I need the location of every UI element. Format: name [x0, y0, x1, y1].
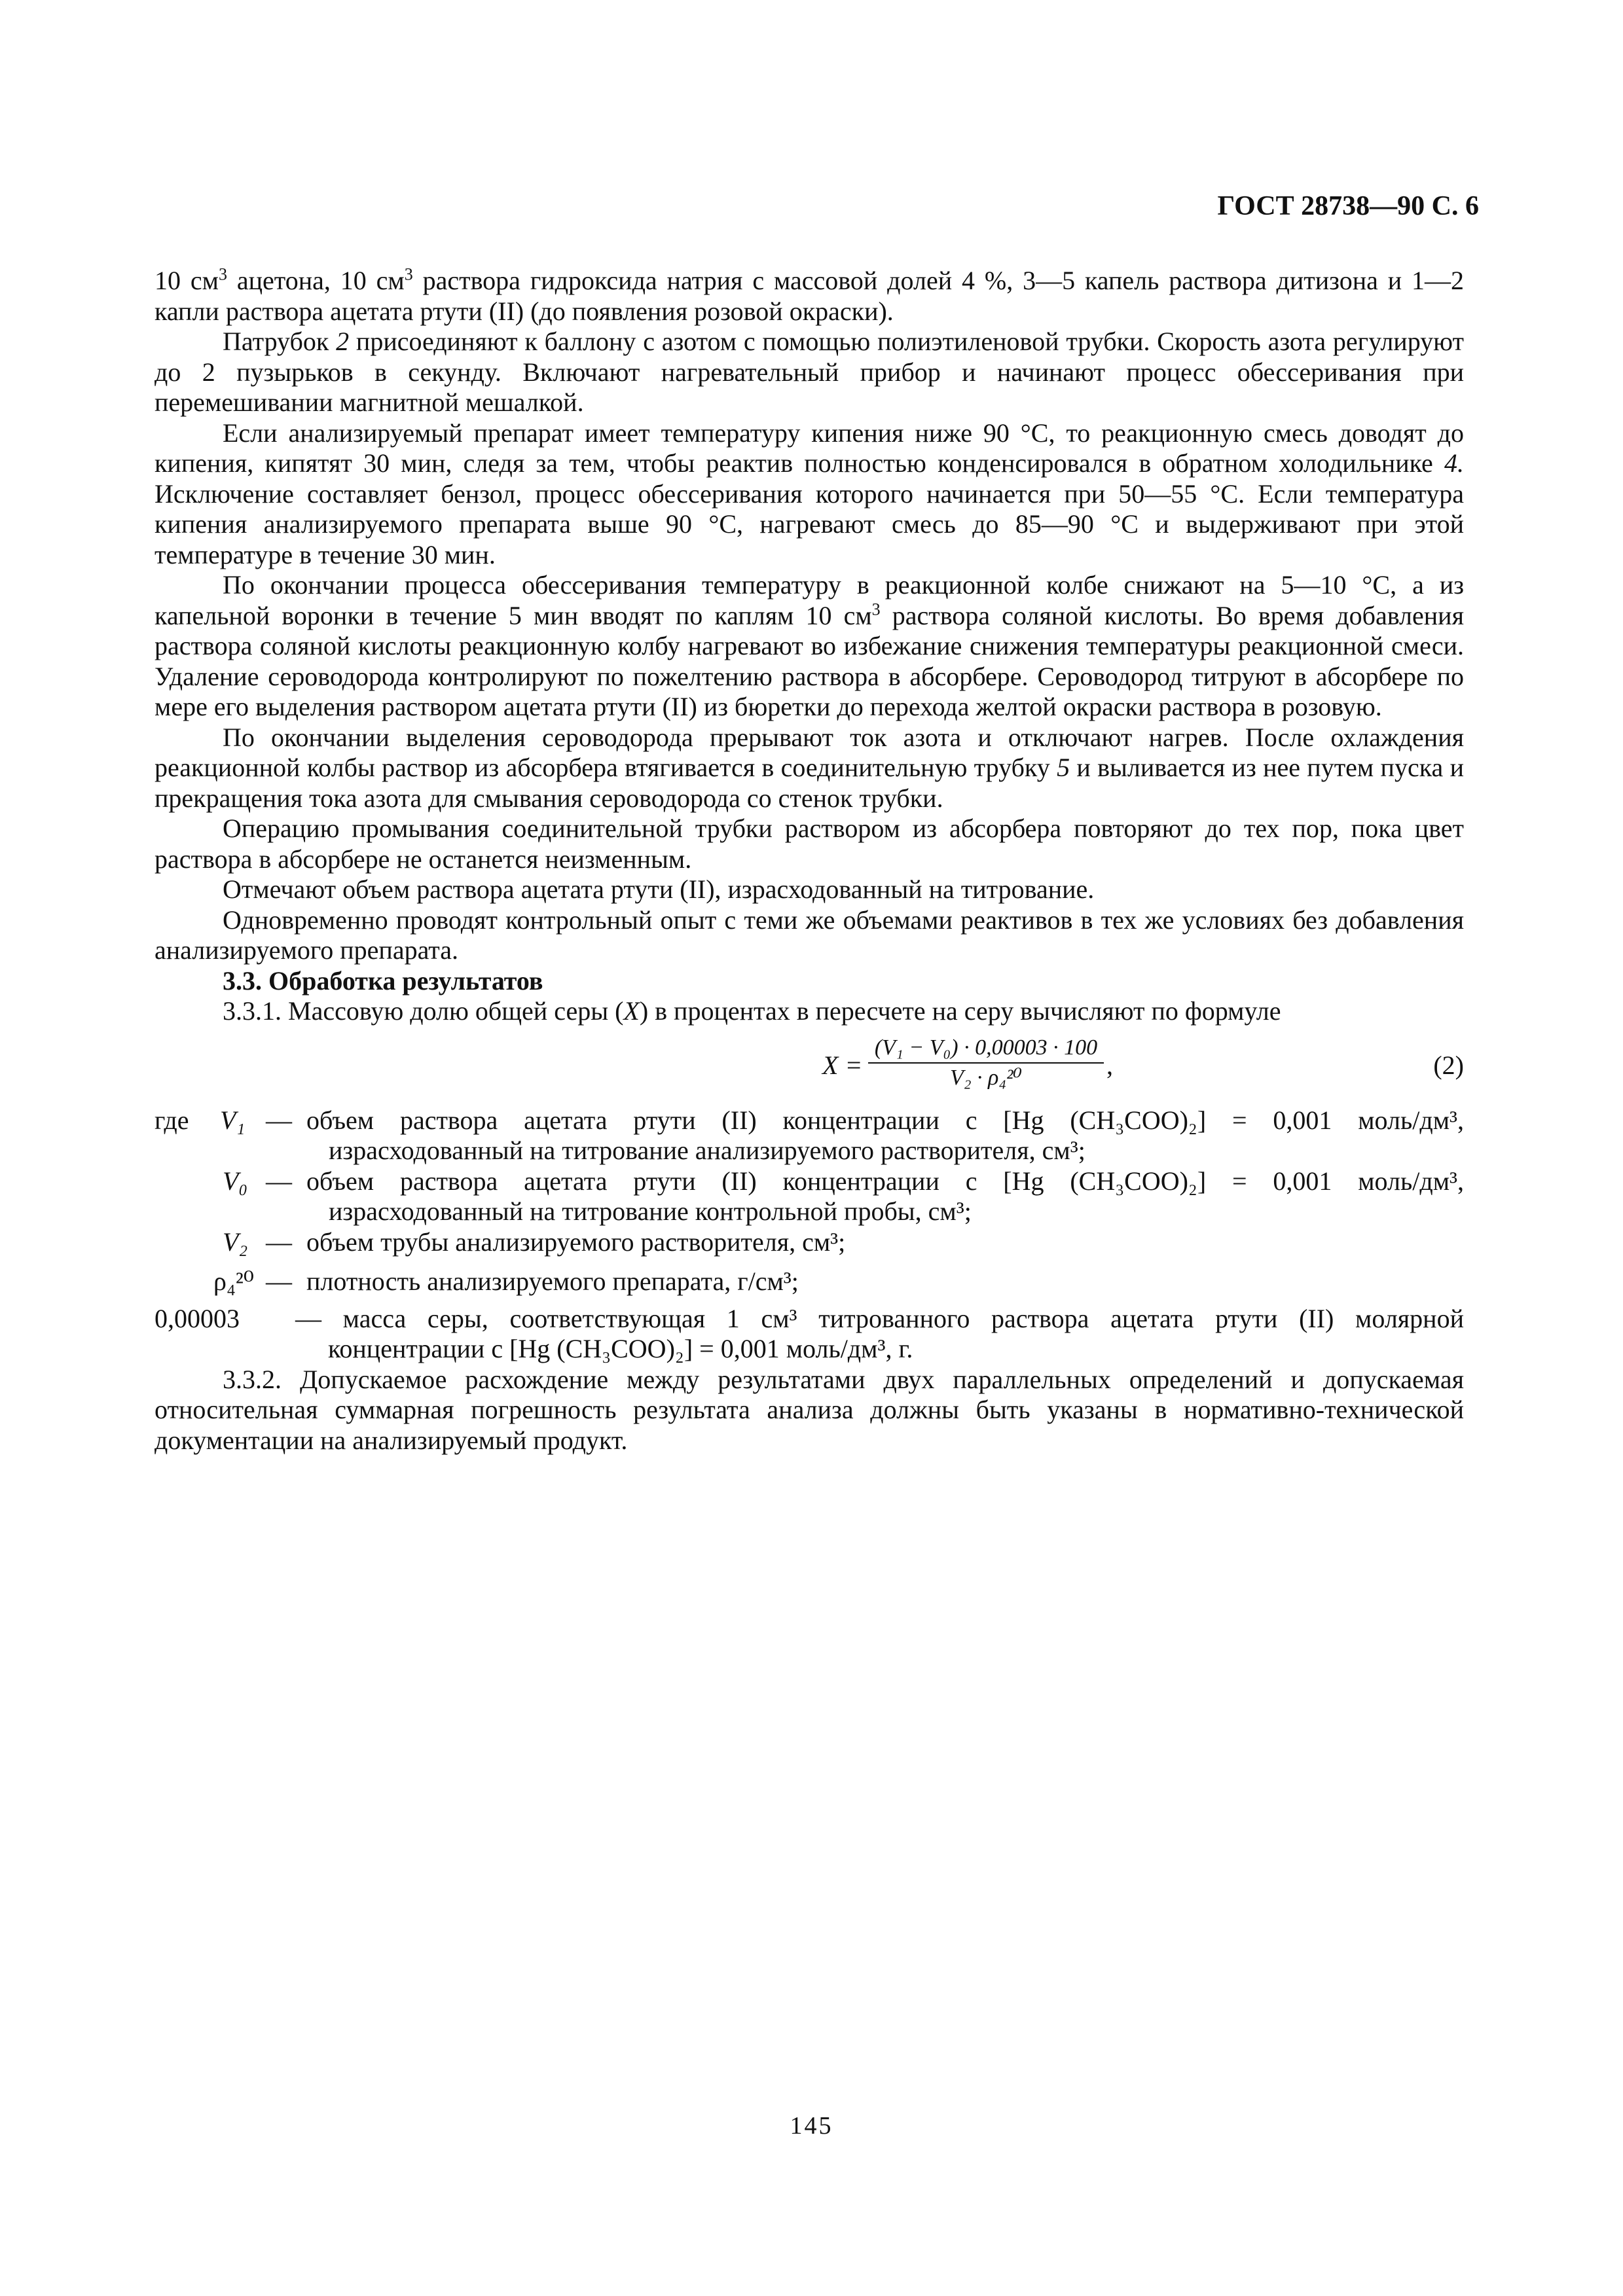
paragraph-rinse: Операцию промывания соединительной трубки раствором из абсорбера повторяют до тех пор, пока цвет раствора в абсорбере не останется неизменным. [155, 814, 1464, 874]
paragraph-331 [155, 996, 1464, 1027]
definition-text: — масса серы, соответствующая 1 см³ титрованного раствора ацетата ртути (II) молярной [295, 1303, 1464, 1333]
paragraph-volume: Отмечают объем раствора ацетата ртути (II), израсходованный на титрование. [223, 874, 1095, 904]
paragraph-boiling [155, 418, 1464, 571]
definition-prefix: где [155, 1105, 189, 1135]
definitions-list [155, 1105, 1464, 1365]
superscript: 3 [871, 600, 881, 619]
text-run: Патрубок [223, 327, 337, 356]
definition-v2 [155, 1227, 1464, 1258]
definition-v0 [155, 1166, 1464, 1227]
ref-number: 5 [1057, 753, 1070, 782]
text-run: Если анализируемый препарат имеет температуру кипения ниже 90 °С, то реакционную смесь доводят до кипения, кипятят 30 мин, следя за тем, чтобы реактив полностью конденсировался в обратном холодильнике [155, 418, 1464, 478]
formula-denominator: V₂ · ρ₄²⁰ [949, 1065, 1023, 1090]
section-heading: 3.3. Обработка результатов [223, 965, 543, 996]
document-body [155, 266, 1464, 1456]
formula-lhs: X = [822, 1050, 863, 1080]
definition-dash: — [266, 1105, 292, 1135]
definition-rho [155, 1266, 1464, 1297]
definition-v1 [155, 1105, 1464, 1166]
formula-numerator: (V₁ − V₀) · 0,00003 · 100 [874, 1035, 1098, 1060]
definition-symbol: V₁ [220, 1105, 246, 1135]
definition-dash: — [266, 1166, 292, 1196]
definition-text: объем раствора ацетата ртути (II) концентрации c [Hg (CH₃COO)₂] = 0,001 моль/дм³, [306, 1166, 1464, 1196]
page-number: 145 [790, 2112, 833, 2140]
definition-mass [155, 1304, 1464, 1365]
fraction-bar [868, 1062, 1104, 1064]
paragraph-reagents [155, 266, 1464, 327]
paragraph-stop [155, 723, 1464, 814]
definition-text: объем трубы анализируемого растворителя, см³; [306, 1227, 846, 1257]
definition-symbol: V₀ [223, 1166, 248, 1196]
text-run: Исключение составляет бензол, процесс обессеривания которого начинается при 50—55 °С. Если температура кипения анализируемого препарата выше 90 °С, нагревают смесь до 85—90 °С и выдерживают при этой температуре в течение 30 мин. [155, 478, 1464, 569]
superscript: 3 [218, 264, 227, 284]
ref-number: 2 [336, 327, 350, 356]
text-run: 10 см [155, 266, 219, 295]
text-run: По окончании процесса обессеривания температуру в реакционной колбе снижают на 5—10 °С, а из капельной воронки в течение 5 мин вводят по каплям 10 см [155, 570, 1464, 630]
text-run: раствора соляной кислоты. Во время добавления раствора соляной кислоты реакционную колбу нагревают во избежание снижения температуры реакционной смеси. Удаление сероводорода контролируют по пожелтению раствора в абсорбере. Сероводород титруют в абсорбере по мере его выделения раствором ацетата ртути (II) из бюретки до перехода желтой окраски раствора в розовую. [155, 600, 1464, 721]
paragraph-cooling [155, 570, 1464, 723]
formula-comma: , [1106, 1050, 1113, 1080]
text-run: ацетона, 10 см [236, 266, 405, 295]
page-header: ГОСТ 28738—90 С. 6 [1217, 191, 1479, 221]
text-run: присоединяют к баллону с азотом с помощью полиэтиленовой трубки. Скорость азота регулируют до 2 пузырьков в секунду. Включают нагревательный прибор и начинают процесс обессеривания при перемешивании магнитной мешалкой. [155, 327, 1464, 417]
definition-symbol: ρ₄²⁰ [213, 1266, 254, 1296]
paragraph-332: 3.3.2. Допускаемое расхождение между результатами двух параллельных определений и допускаемая относительная суммарная погрешность результата анализа должны быть указаны в нормативно-технической документации на анализируемый продукт. [155, 1364, 1464, 1455]
text-run: По окончании выделения сероводорода прерывают ток азота и отключают нагрев. После охлаждения реакционной колбы раствор из абсорбера втягивается в соединительную трубку [155, 722, 1464, 782]
definition-text: плотность анализируемого препарата, г/см³; [306, 1266, 799, 1296]
formula-block [155, 1027, 1464, 1105]
definition-text-cont: концентрации c [Hg (CH₃COO)₂] = 0,001 моль/дм³, г. [328, 1334, 913, 1363]
formula-number: (2) [1433, 1050, 1464, 1080]
text-run: 3.3.1. Массовую долю общей серы ( [223, 996, 624, 1026]
text-run: раствора гидроксида натрия с массовой долей 4 %, 3—5 капель раствора дитизона и 1—2 капли раствора ацетата ртути (II) (до появления розовой окраски). [155, 266, 1465, 326]
definition-dash: — [266, 1227, 292, 1257]
text-run: ) в процентах в пересчете на серу вычисляют по формуле [639, 996, 1281, 1026]
formula-fraction [868, 1035, 1104, 1091]
definition-symbol: V₂ [223, 1227, 248, 1257]
definition-text-cont: израсходованный на титрование анализируемого растворителя, см³; [329, 1136, 1085, 1165]
definition-dash: — [266, 1266, 292, 1296]
paragraph-control: Одновременно проводят контрольный опыт с теми же объемами реактивов в тех же условиях без добавления анализируемого препарата. [155, 905, 1464, 965]
paragraph-nozzle [155, 327, 1464, 418]
definition-symbol: 0,00003 [155, 1303, 240, 1333]
ref-number: 4. [1444, 448, 1464, 478]
variable: X [623, 996, 640, 1026]
definition-text-cont: израсходованный на титрование контрольной пробы, см³; [329, 1196, 972, 1226]
superscript: 3 [404, 264, 413, 284]
definition-text: объем раствора ацетата ртути (II) концентрации c [Hg (CH₃COO)₂] = 0,001 моль/дм³, [306, 1105, 1464, 1135]
text-run: и выливается из нее путем пуска и прекращения тока азота для смывания сероводорода со стенок трубки. [155, 753, 1464, 813]
